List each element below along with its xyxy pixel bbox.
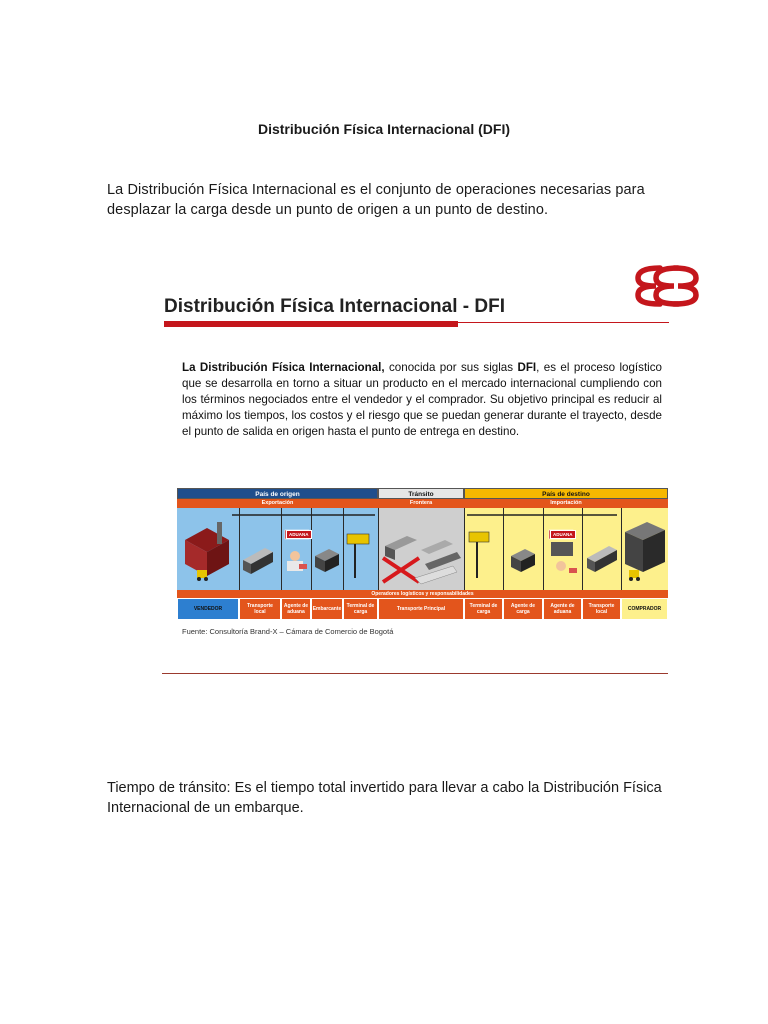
- subheader-export: Exportación: [177, 499, 378, 508]
- aduana-tag-origin: ADUANA: [286, 530, 312, 539]
- factory-icon: [185, 522, 229, 576]
- roles-row: [177, 598, 668, 620]
- role-cargo-agent: Agente de carga: [503, 598, 543, 620]
- truck-icon: [243, 548, 273, 574]
- slide-body-text-1: conocida por sus siglas: [384, 361, 518, 374]
- slide-body-bold-2: DFI: [517, 361, 537, 374]
- role-customs-agent-destination: Agente de aduana: [543, 598, 582, 620]
- role-seller: VENDEDOR: [177, 598, 239, 620]
- dfi-flow-diagram: [177, 488, 668, 620]
- crane-icon-destination: [469, 532, 489, 578]
- role-cargo-terminal-origin: Terminal de carga: [343, 598, 378, 620]
- logistics-icons: [177, 508, 668, 590]
- role-cargo-terminal-destination: Terminal de carga: [464, 598, 503, 620]
- role-local-transport-origin: Transporte local: [239, 598, 281, 620]
- warehouse-icon: [625, 522, 665, 572]
- role-customs-agent-origin: Agente de aduana: [281, 598, 311, 620]
- aduana-tag-destination: ADUANA: [550, 530, 576, 539]
- slide-title: Distribución Física Internacional - DFI: [164, 296, 505, 317]
- role-buyer: COMPRADOR: [621, 598, 668, 620]
- transport-mode-icons: [383, 536, 461, 584]
- intro-paragraph: La Distribución Física Internacional es el conjunto de operaciones necesarias para desplazar la carga desde un punto de origen a un punto de destino.: [107, 182, 645, 218]
- slide-body: [182, 360, 662, 440]
- role-shipper: Embarcante: [311, 598, 343, 620]
- slide-body-text-2: , es el proceso logístico que se desarrolla en torno a situar un producto en el mercado internacional cumpliendo con los términos negociados entre el vendedor y el comprador. Su objetivo principal es reducir al máximo los tiempos, los costos y el riesgo que se puedan generar durante el trayecto, desde el punto de salida en origen hasta el punto de entrega en destino.: [182, 361, 662, 438]
- subheader-import: Importación: [464, 499, 668, 508]
- truck-icon-destination: [587, 546, 617, 572]
- title-rule: [458, 322, 669, 323]
- crane-icon: [347, 534, 369, 578]
- header-transit: Tránsito: [378, 488, 464, 499]
- header-destination: País de destino: [464, 488, 668, 499]
- title-underline: [164, 321, 458, 327]
- camara-comercio-logo-icon: [630, 262, 706, 310]
- role-local-transport-destination: Transporte local: [582, 598, 621, 620]
- container-icon-destination: [511, 549, 535, 572]
- document-title: Distribución Física Internacional (DFI): [257, 121, 511, 137]
- forklift-icon: [197, 570, 208, 581]
- role-main-transport: Transporte Principal: [378, 598, 464, 620]
- slide-body-bold-1: La Distribución Física Internacional,: [182, 361, 385, 374]
- container-icon: [315, 549, 339, 572]
- operators-bar: Operadores logísticos y responsabilidades: [177, 590, 668, 598]
- slide-bottom-rule: [162, 673, 668, 674]
- transit-time-paragraph: Tiempo de tránsito: Es el tiempo total invertido para llevar a cabo la Distribución Física Internacional de un embarque.: [107, 780, 662, 816]
- source-note: Fuente: Consultoría Brand-X – Cámara de Comercio de Bogotá: [182, 627, 394, 636]
- header-origin: País de origen: [177, 488, 378, 499]
- forklift-icon-destination: [629, 570, 640, 581]
- dfi-slide: [160, 258, 672, 678]
- subheader-border: Frontera: [378, 499, 464, 508]
